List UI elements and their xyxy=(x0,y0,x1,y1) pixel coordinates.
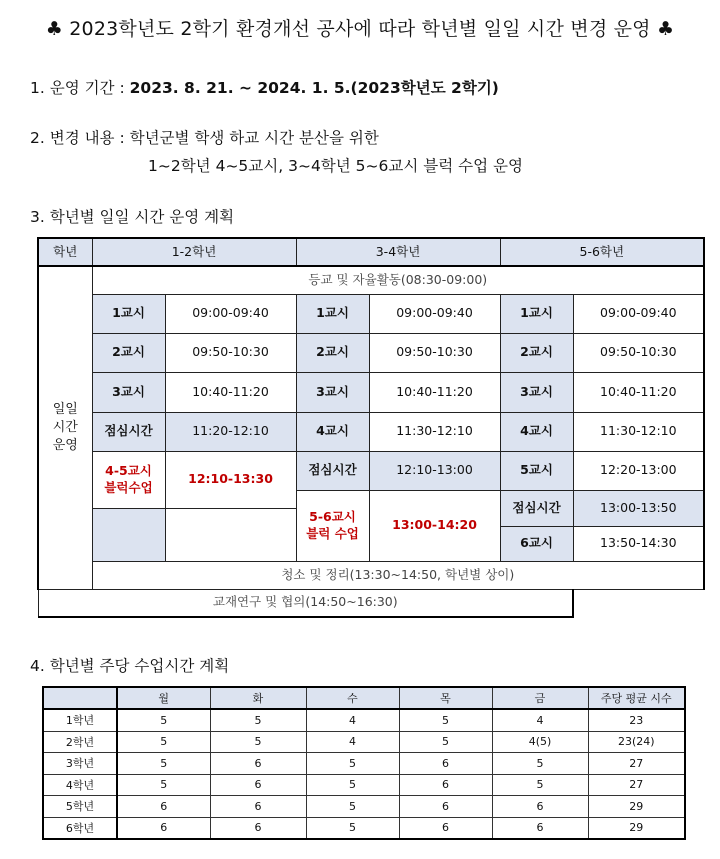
g12-period-2: 2교시 xyxy=(92,333,165,372)
g56-lunch-time: 13:00-13:50 xyxy=(573,490,704,526)
section-weekly-heading: 4. 학년별 주당 수업시간 계획 xyxy=(30,657,230,675)
cell: 5 xyxy=(117,731,210,753)
g34-block-label: 5-6교시 블럭 수업 xyxy=(296,490,369,561)
g34-lunch-label: 점심시간 xyxy=(296,451,369,490)
section-period xyxy=(30,76,499,98)
cell: 6 xyxy=(117,796,210,818)
cell: 5 xyxy=(306,796,399,818)
period-label: 1. 운영 기간 : xyxy=(30,79,130,97)
research-row: 교재연구 및 협의(14:50~16:30) xyxy=(38,589,573,617)
g12-lunch-time: 11:20-12:10 xyxy=(165,412,296,451)
cell: 4 xyxy=(306,709,399,731)
cell: 6 xyxy=(399,796,492,818)
table-row xyxy=(43,796,685,818)
section-daily-heading: 3. 학년별 일일 시간 운영 계획 xyxy=(30,208,235,226)
cell: 6 xyxy=(492,817,588,839)
g12-block-time: 12:10-13:30 xyxy=(165,451,296,508)
weekly-header-average: 주당 평균 시수 xyxy=(588,687,685,709)
g56-period-6: 6교시 xyxy=(500,526,573,561)
cell: 6 xyxy=(492,796,588,818)
g34-time-2: 09:50-10:30 xyxy=(369,333,500,372)
arrival-row: 등교 및 자율활동(08:30-09:00) xyxy=(92,266,704,294)
cell: 23(24) xyxy=(588,731,685,753)
weekly-header-row xyxy=(43,687,685,709)
g56-period-1: 1교시 xyxy=(500,294,573,333)
g34-period-3: 3교시 xyxy=(296,372,369,412)
cell: 4 xyxy=(492,709,588,731)
cleaning-row: 청소 및 정리(13:30~14:50, 학년별 상이) xyxy=(92,561,704,589)
cell: 5 xyxy=(492,753,588,775)
section-change-line2: 1~2학년 4~5교시, 3~4학년 5~6교시 블럭 수업 운영 xyxy=(148,157,523,175)
cell: 5 xyxy=(399,731,492,753)
g34-block-time: 13:00-14:20 xyxy=(369,490,500,561)
cell: 6 xyxy=(399,774,492,796)
cell: 5 xyxy=(306,774,399,796)
cell: 5 xyxy=(210,731,306,753)
header-grade-5-6: 5-6학년 xyxy=(500,238,704,266)
g12-period-3: 3교시 xyxy=(92,372,165,412)
g12-time-3: 10:40-11:20 xyxy=(165,372,296,412)
table-row xyxy=(43,753,685,775)
side-label: 일일 시간 운영 xyxy=(38,266,92,589)
grade-label: 2학년 xyxy=(43,731,117,753)
cell: 6 xyxy=(399,753,492,775)
table-row xyxy=(43,817,685,839)
table-row xyxy=(43,709,685,731)
grade-label: 5학년 xyxy=(43,796,117,818)
g56-lunch-label: 점심시간 xyxy=(500,490,573,526)
g56-time-6: 13:50-14:30 xyxy=(573,526,704,561)
weekly-header-mon: 월 xyxy=(117,687,210,709)
weekly-header-wed: 수 xyxy=(306,687,399,709)
cell: 5 xyxy=(306,753,399,775)
weekly-header-thu: 목 xyxy=(399,687,492,709)
g34-period-2: 2교시 xyxy=(296,333,369,372)
cell: 6 xyxy=(210,753,306,775)
grade-label: 1학년 xyxy=(43,709,117,731)
period-value: 2023. 8. 21. ~ 2024. 1. 5.(2023학년도 2학기) xyxy=(129,79,499,97)
g12-time-2: 09:50-10:30 xyxy=(165,333,296,372)
header-grade-3-4: 3-4학년 xyxy=(296,238,500,266)
g56-period-3: 3교시 xyxy=(500,372,573,412)
cell: 6 xyxy=(210,796,306,818)
cell: 27 xyxy=(588,753,685,775)
cell: 23 xyxy=(588,709,685,731)
g56-time-1: 09:00-09:40 xyxy=(573,294,704,333)
g56-period-4: 4교시 xyxy=(500,412,573,451)
weekly-header-corner xyxy=(43,687,117,709)
cell: 5 xyxy=(399,709,492,731)
header-grade: 학년 xyxy=(38,238,92,266)
cell: 5 xyxy=(492,774,588,796)
page-title: ♣ 2023학년도 2학기 환경개선 공사에 따라 학년별 일일 시간 변경 운영 ♣ xyxy=(45,18,675,40)
g12-period-1: 1교시 xyxy=(92,294,165,333)
weekly-hours-table xyxy=(42,686,686,840)
g12-time-1: 09:00-09:40 xyxy=(165,294,296,333)
g56-time-4: 11:30-12:10 xyxy=(573,412,704,451)
schedule-header-row xyxy=(38,238,704,266)
g34-time-4: 11:30-12:10 xyxy=(369,412,500,451)
g56-period-5: 5교시 xyxy=(500,451,573,490)
g34-period-1: 1교시 xyxy=(296,294,369,333)
cell: 6 xyxy=(399,817,492,839)
grade-label: 3학년 xyxy=(43,753,117,775)
cell: 27 xyxy=(588,774,685,796)
g34-lunch-time: 12:10-13:00 xyxy=(369,451,500,490)
cell: 5 xyxy=(306,817,399,839)
cell: 5 xyxy=(117,753,210,775)
g56-time-3: 10:40-11:20 xyxy=(573,372,704,412)
table-row xyxy=(43,731,685,753)
cell: 6 xyxy=(117,817,210,839)
grade-label: 4학년 xyxy=(43,774,117,796)
g12-lunch-label: 점심시간 xyxy=(92,412,165,451)
grade-label: 6학년 xyxy=(43,817,117,839)
g34-time-1: 09:00-09:40 xyxy=(369,294,500,333)
cell: 5 xyxy=(117,709,210,731)
table-row xyxy=(43,774,685,796)
header-grade-1-2: 1-2학년 xyxy=(92,238,296,266)
cell: 29 xyxy=(588,796,685,818)
cell: 5 xyxy=(210,709,306,731)
g12-empty-shaded xyxy=(92,508,165,561)
section-change-line1: 2. 변경 내용 : 학년군별 학생 하교 시간 분산을 위한 xyxy=(30,129,379,147)
daily-schedule-table xyxy=(37,237,705,618)
g12-block-label: 4-5교시 블럭수업 xyxy=(92,451,165,508)
cell: 4(5) xyxy=(492,731,588,753)
g56-period-2: 2교시 xyxy=(500,333,573,372)
g56-time-5: 12:20-13:00 xyxy=(573,451,704,490)
cell: 5 xyxy=(117,774,210,796)
weekly-header-tue: 화 xyxy=(210,687,306,709)
weekly-header-fri: 금 xyxy=(492,687,588,709)
cell: 29 xyxy=(588,817,685,839)
g56-time-2: 09:50-10:30 xyxy=(573,333,704,372)
g12-empty xyxy=(165,508,296,561)
g34-time-3: 10:40-11:20 xyxy=(369,372,500,412)
cell: 6 xyxy=(210,817,306,839)
cell: 4 xyxy=(306,731,399,753)
g34-period-4: 4교시 xyxy=(296,412,369,451)
cell: 6 xyxy=(210,774,306,796)
